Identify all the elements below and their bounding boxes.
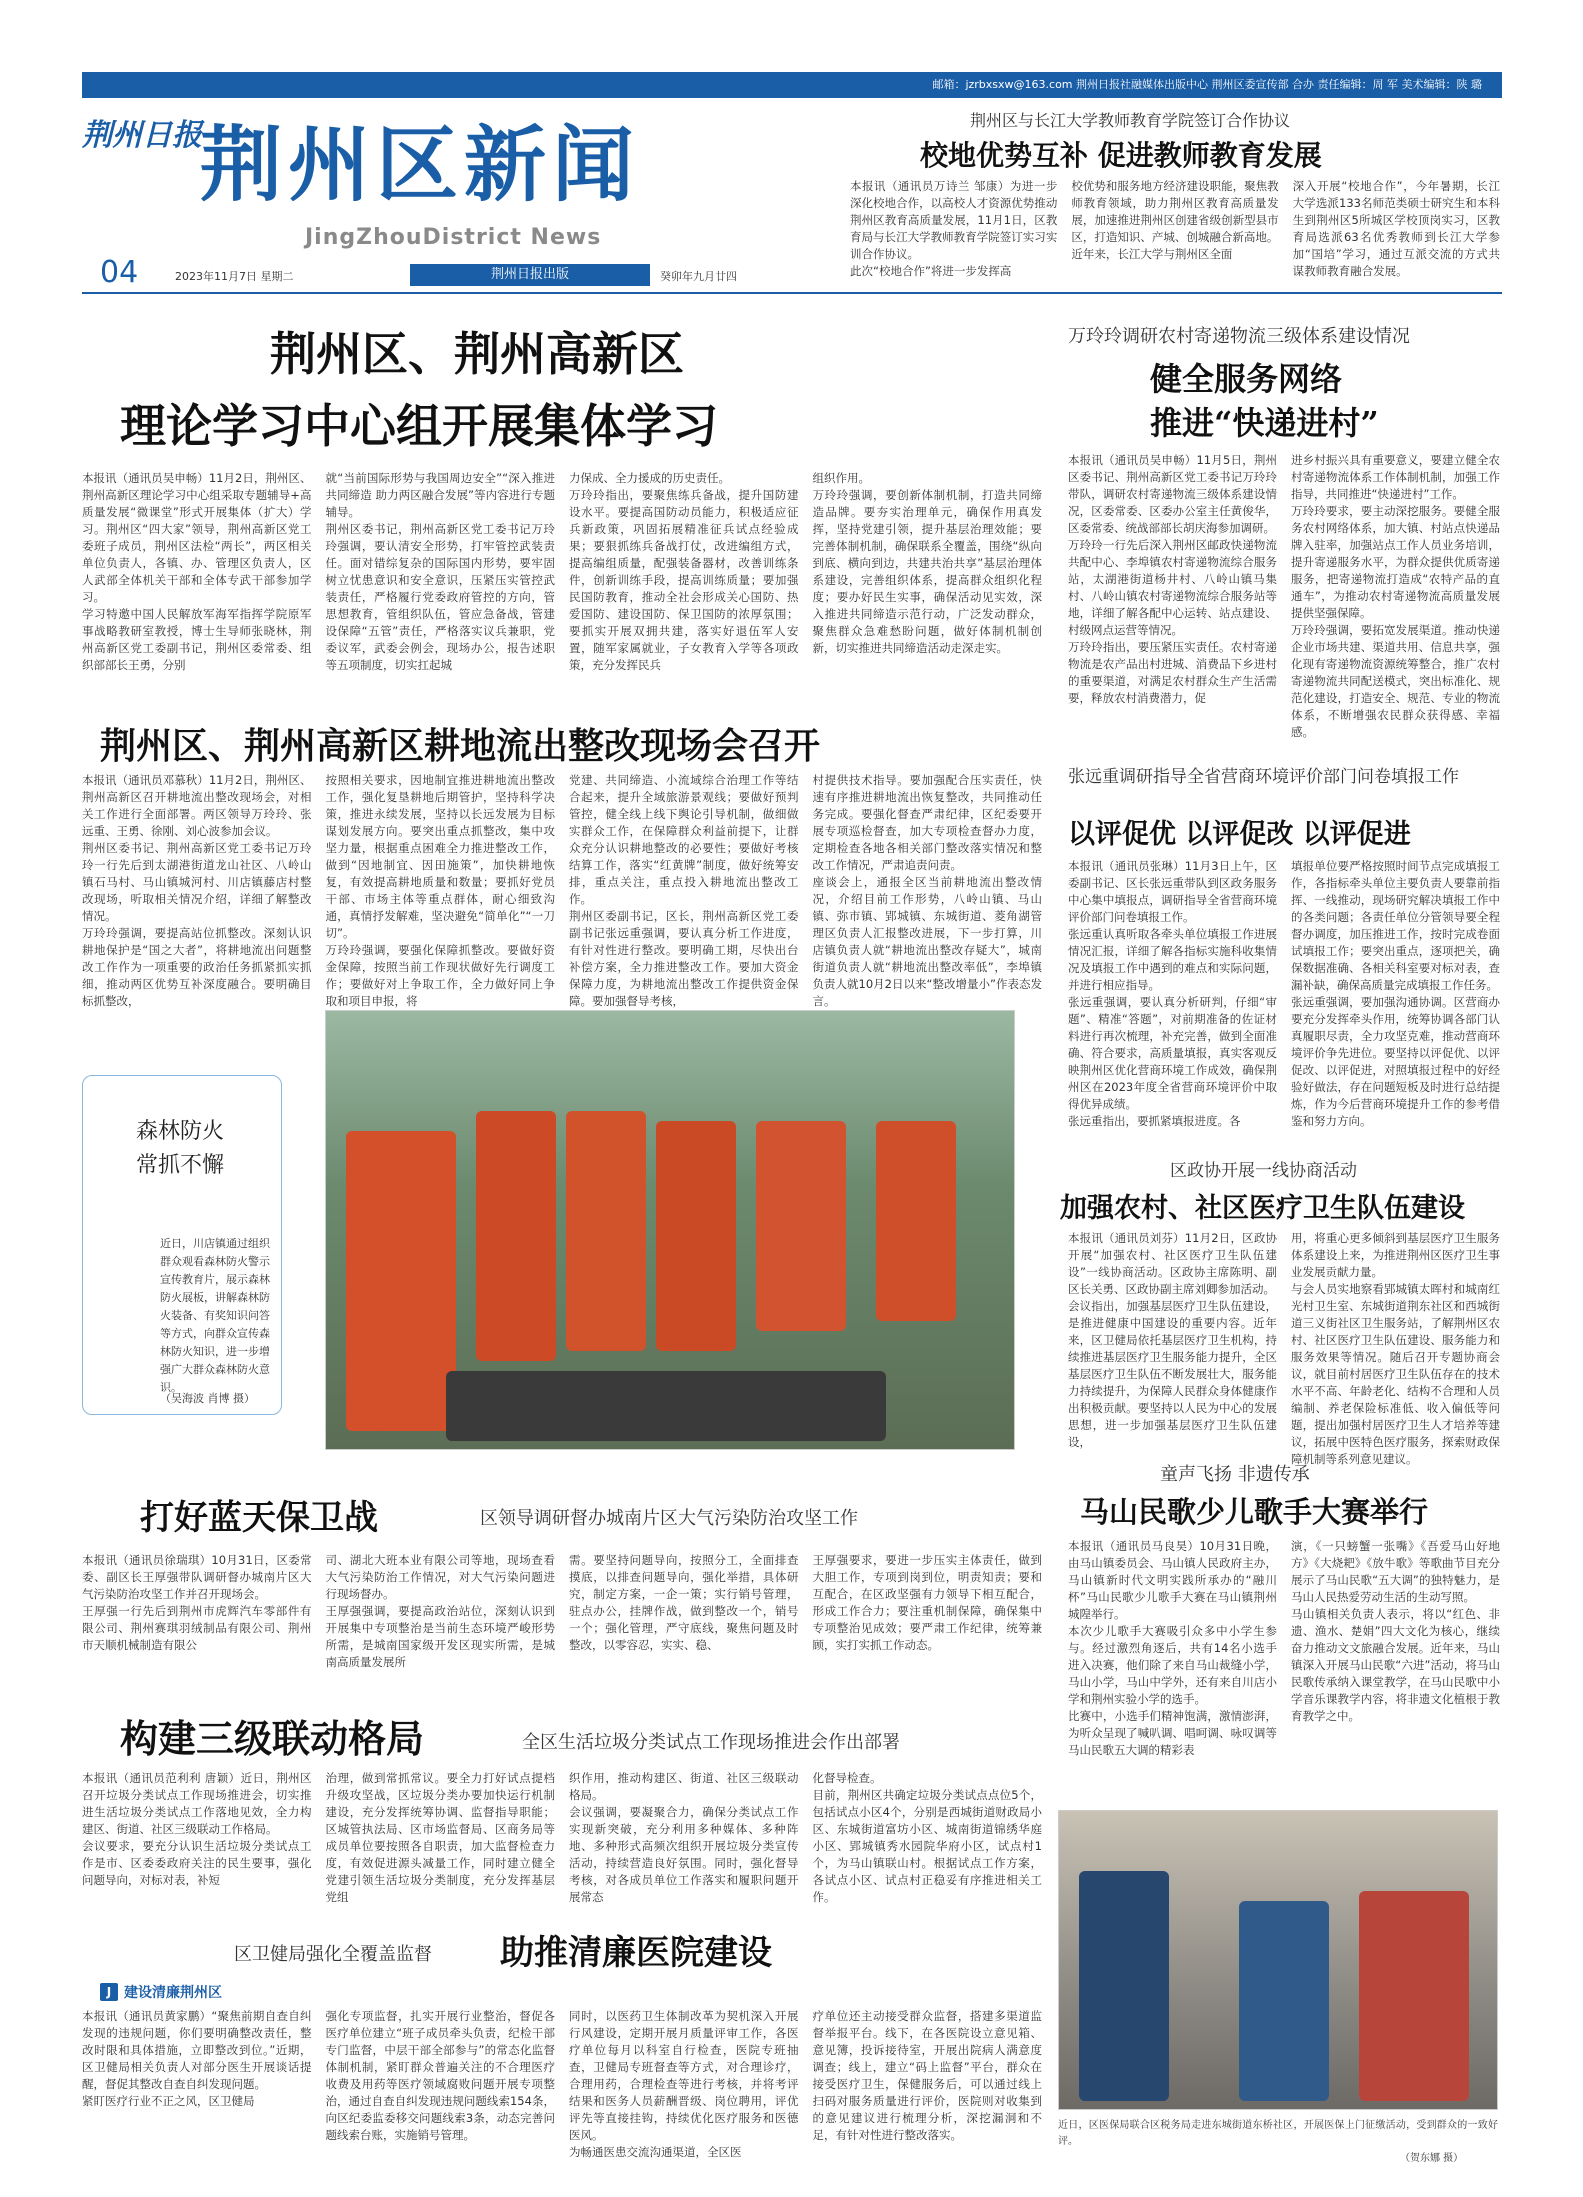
study-headline-1: 荆州区、荆州高新区 bbox=[270, 327, 684, 381]
songs-kicker: 童声飞扬 非遗传承 bbox=[1160, 1464, 1310, 1485]
header-rule bbox=[82, 292, 1502, 294]
forest-caption: 近日，川店镇通过组织群众观看森林防火警示宣传教育片，展示森林防火展板，讲解森林防火装备、有奖知识问答等方式，向群众宣传森林防火知识，进一步增强广大群众森林防火意识。 bbox=[160, 1237, 270, 1394]
edu-col1: 本报讯（通讯员万诗兰 邹康）为进一步深化校地合作，以高校人才资源优势推动荆州区教育高质量发展，11月1日，区教育局与长江大学教师教育学院签订实习实训合作协议。 bbox=[850, 179, 1058, 261]
hospital-columns bbox=[82, 2008, 1042, 2161]
express-kicker: 万玲玲调研农村寄递物流三级体系建设情况 bbox=[1068, 326, 1410, 347]
top-info-bar: 邮箱：jzrbxsxw@163.com 荆州日报社融媒体出版中心 荆州区委宣传部 合办 责任编辑：周 军 美术编辑：陕 璐 bbox=[82, 72, 1502, 98]
firefighter-3 bbox=[566, 1111, 646, 1351]
clinic-columns bbox=[1068, 1230, 1500, 1468]
clinic-col2: 用，将重心更多倾斜到基层医疗卫生服务体系建设上来，为推进荆州区医疗卫生事业发展贡献力量。 与会人员实地察看郢城镇太晖村和城南红光村卫生室、东城街道荆东社区和西城街道三义街社区卫生服务站，了解荆州区农村、社区医疗卫生队伍建设、服务能力和服务效果等情况。随后召开专题协商会议，就目前村居医疗卫生队伍存在的技术水平不高、年龄老化、结构不合理和人员编制、养老保险标准低、收入偏低等问题，提出加强村居医疗卫生人才培养等建议，拓展中医特色医疗服务，探索财政保障机制等系列意见建议。 bbox=[1291, 1231, 1500, 1466]
waste-col2: 治理，做到常抓常议。要全力打好试点提档升级攻坚战，区垃圾分类办要加快运行机制建设，充分发挥统筹协调、监督指导职能；区城管执法局、区市场监督局、区商务局等成员单位要按照各自职责，加大监督检查力度，有效促进源头减量工作，同时建立健全党建引领生活垃圾分类制度，充分发挥基层党组 bbox=[325, 1771, 555, 1904]
firefighter-2 bbox=[476, 1111, 556, 1361]
business-headline: 以评促优 以评促改 以评促进 bbox=[1068, 819, 1411, 850]
songs-col1: 本报讯（通讯员马良昊）10月31日晚，由马山镇委员会、马山镇人民政府主办，马山镇新时代文明实践所承办的“融川杯”马山民歌少儿歌手大赛在马山镇荆州城隍举行。 本次少儿歌手大赛吸引众多中小学生参与。经过激烈角逐后，共有14名小选手进入决赛，他们除了来自马山裁缝小学，马山小学，马山中学外，还有来自川店小学和荆州实验小学的选手。 比赛中，小选手们精神饱满，激情澎湃，为听众呈现了喊叭调、唱呵调、咏叹调等马山民歌五大调的精彩表 bbox=[1068, 1539, 1277, 1757]
hospital-col3: 同时，以医药卫生体制改革为契机深入开展行风建设，定期开展月质量评审工作，各医疗单位每月以科室自行检查，医院专班抽查，卫健局专班督查等方式，对合理诊疗，合理用药，合理检查等进行考核，并将考评结果和医务人员薪酬晋级、岗位聘用，评优评先等直接挂钩，持续优化医疗服务和医德医风。 为畅通医患交流沟通渠道，全区医 bbox=[569, 2009, 799, 2159]
firefighter-1 bbox=[346, 1131, 456, 1431]
insurance-photo bbox=[1058, 1810, 1498, 2110]
farmland-columns bbox=[82, 772, 1042, 1010]
hospital-col4: 疗单位还主动接受群众监督，搭建多渠道监督举报平台。线下，在各医院设立意见箱、意见簿，投诉接待室，开展出院病人满意度调查；线上，建立“码上监督”平台，群众在接受医疗卫生，保健服务后，可以通过线上扫码对服务质量进行评价，医院则对收集到的意见建议进行梳理分析，深挖漏洞和不足，有针对性进行整改落实。 bbox=[812, 2009, 1042, 2142]
sky-headline: 打好蓝天保卫战 bbox=[140, 1498, 378, 1538]
badge-label: 建设清廉荆州区 bbox=[124, 1985, 222, 2001]
volunteer bbox=[1239, 1901, 1329, 2101]
business-kicker: 张远重调研指导全省营商环境评价部门问卷填报工作 bbox=[1068, 767, 1459, 787]
sky-col1: 本报讯（通讯员徐瑞琪）10月31日，区委常委、副区长王厚强带队调研督办城南片区大气污染防治攻坚工作并召开现场会。 王厚强一行先后到荆州市虎辉汽车零部件有限公司、荆州赛琪羽绒制品有限公司、荆州市天顺机械制造有限公 bbox=[82, 1553, 312, 1652]
business-col1: 本报讯（通讯员张琳）11月3日上午，区委副书记、区长张远重带队到区政务服务中心集中填报点，调研指导全省营商环境评价部门问卷填报工作。 张远重认真听取各牵头单位填报工作进展情况汇报，详细了解各指标实施科收集情况及填报工作中遇到的难点和实际问题，并进行相应指导。 张远重强调，要认真分析研判，仔细“审题”、精准“答题”，对前期准备的佐证材料进行再次梳理，补充完善，做到全面准确、符合要求，高质量填报，真实客观反映荆州区优化营商环境工作成效，确保荆州区在2023年度全省营商环境评价中取得优异成绩。 张远重指出，要抓紧填报进度。各 bbox=[1068, 859, 1277, 1128]
equipment bbox=[446, 1371, 886, 1441]
edu-headline: 校地优势互补 促进教师教育发展 bbox=[920, 139, 1322, 172]
express-headline-1: 健全服务网络 bbox=[1150, 360, 1343, 398]
issue-date: 2023年11月7日 星期二 bbox=[175, 270, 294, 283]
waste-columns bbox=[82, 1770, 1042, 1906]
publisher-band: 荆州日报出版 bbox=[410, 264, 650, 286]
sky-col4: 王厚强要求，要进一步压实主体责任，做到大胆工作，专项到岗到位，明责知责；要和互配合，在区政坚强有力领导下相互配合，形成工作合力；要注重机制保障，确保集中专项整治见成效；要严肃工作纪律，统筹兼顾，实打实抓工作动态。 bbox=[812, 1553, 1042, 1652]
clinic-kicker: 区政协开展一线协商活动 bbox=[1170, 1161, 1357, 1181]
insurance-credit: （贺东娜 摄） bbox=[1400, 2153, 1464, 2164]
sky-col3: 需。要坚持问题导向，按照分工，全面排查摸底，以排查问题导向，强化举措，具体研究，制定方案，一企一策；实行销号管理，驻点办公，挂牌作战，做到整改一个，销号一个；强化管理，严守底线，聚焦问题及时整改，以零容忍，实实、稳、 bbox=[569, 1553, 799, 1652]
masthead-title: 荆州区新闻 bbox=[200, 117, 641, 213]
waste-col1: 本报讯（通讯员范利利 唐颖）近日，荆州区召开垃圾分类试点工作现场推进会，切实推进生活垃圾分类试点工作落地见效，全力构建区、街道、社区三级联动工作格局。 会议要求，要充分认识生活垃圾分类试点工作是市、区委委政府关注的民生要事，强化问题导向，对标对表，补短 bbox=[82, 1771, 312, 1887]
express-col1: 本报讯（通讯员吴申畅）11月5日，荆州区委书记、荆州高新区党工委书记万玲玲带队，调研农村寄递物流三级体系建设情况，区委常委、区委办公室主任黄俊华，区委常委、统战部部长胡庆海参加调研。 万玲玲一行先后深入荆州区邮政快递物流共配中心、李埠镇农村寄递物流综合服务站，太湖港街道杨井村、八岭山镇马集村、八岭山镇农村寄递物流综合服务站等地，详细了解各配中心运转、站点建设、村级网点运营等情况。 万玲玲指出，要压紧压实责任。农村寄递物流是农产品出村进城、消费品下乡进村的重要渠道，对满足农村群众生产生活需要，释放农村消费潜力，促 bbox=[1068, 453, 1277, 705]
forest-credit: （吴海波 肖博 摄） bbox=[160, 1392, 255, 1405]
songs-col2: 演，《一只螃蟹一张嘴》《吾爱马山好地方》《大烧耙》《放牛歌》等歌曲节目充分展示了马山民歌“五大调”的独特魅力，是马山人民热爱劳动生活的生动写照。 马山镇相关负责人表示，将以“红色、非遗、渔水、楚娟”四大文化为核心，继续奋力推动文文旅融合发展。近年来，马山镇深入开展马山民歌“六进”活动，将马山民歌传承纳入课堂教学，在马山民歌中小学音乐课教学内容，将非遗文化植根于教育教学之中。 bbox=[1291, 1539, 1500, 1723]
hospital-badge bbox=[100, 1982, 222, 2002]
resident bbox=[1359, 1891, 1469, 2101]
hospital-col1: 本报讯（通讯员黄家鹏）“聚焦前期自查自纠发现的违规问题，你们要明确整改责任，整改时限和具体措施，立即整改到位。”近期，区卫健局相关负责人对部分医生开展谈话提醒，督促其整改自查自纠发现问题。 紧盯医疗行业不正之风，区卫健局 bbox=[82, 2009, 312, 2108]
songs-columns bbox=[1068, 1538, 1500, 1759]
express-col2: 进乡村振兴具有重要意义，要建立健全农村寄递物流体系工作体制机制，加强工作指导，共同推进“快递进村”工作。 万玲玲要求，要主动深挖服务。要健全服务农村网络体系，加大镇、村站点快递品牌入驻率，加强站点工作人员业务培训，提升寄递服务水平，为群众提供优质寄递服务，把寄递物流打造成“农特产品的直通车”，为推动农村寄递物流高质量发展提供坚强保障。 万玲玲强调，要拓宽发展渠道。推动快递企业市场共建、渠道共用、信息共享，强化现有寄递物流资源统筹整合，推广农村寄递物流共同配送模式，突出标准化、规范化建设，打造安全、规范、专业的物流体系，不断增强农民群众获得感、幸福感。 bbox=[1291, 453, 1500, 739]
business-col2: 填报单位要严格按照时间节点完成填报工作，各指标牵头单位主要负责人要靠前指挥、一线推动，现场研究解决填报工作中的各类问题；各责任单位分管领导要全程督办调度，加压推进工作，按时完成卷面试填报工作；要突出重点，逐项把关，确保数据准确、各相关科室要对标对表，查漏补缺，确保高质量完成填报工作任务。 张远重强调，要加强沟通协调。区营商办要充分发挥牵头作用，统筹协调各部门认真履职尽责，全力攻坚克难，推动营商环境评价争先进位。要坚持以评促优、以评促改、以评促进，对照填报过程中的好经验好做法，存在问题短板及时进行总结提炼，作为今后营商环境提升工作的参考借鉴和努力方向。 bbox=[1291, 859, 1500, 1128]
forest-title: 森林防火 常抓不懈 bbox=[135, 1119, 224, 1178]
sky-col2: 司、湖北大班本业有限公司等地，现场查看大气污染防治工作情况，对大气污染问题进行现场督办。 王厚强强调，要提高政治站位，深刻认识到开展集中专项整治是当前生态环境严峻形势所需，是城南国家级开发区现实所需，是城南高质量发展所 bbox=[325, 1553, 555, 1669]
study-col2: 就“当前国际形势与我国周边安全”“深入推进共同缔造 助力两区融合发展”等内容进行专题辅导。 荆州区委书记，荆州高新区党工委书记万玲玲强调，要认清安全形势，打牢管控武装责任。面对错综复杂的国际国内形势，要牢固树立忧患意识和安全意识，压紧压实管控武装责任，严格履行党委政府管控的方向，管思想教育，管组织队伍，管应急备战，管建设保障“五管”责任，严格落实议兵兼职，党委议军，武委会例会，现场办公，报告述职等五项制度，切实扛起城 bbox=[325, 471, 555, 672]
business-columns bbox=[1068, 858, 1500, 1130]
study-headline-2: 理论学习中心组开展集体学习 bbox=[120, 399, 718, 453]
edu-col2: 校优势和服务地方经济建设职能，聚焦教师教育领域，助力荆州区教育高质量发展，加速推进荆州区创建省级创新型县市区，打造知识、产城、创城融合新高地。 bbox=[1071, 179, 1279, 244]
police-officer bbox=[1079, 1871, 1169, 2101]
forest-photo bbox=[325, 1010, 1015, 1450]
newspaper-logo: 荆州日报 bbox=[82, 118, 202, 153]
express-columns bbox=[1068, 452, 1500, 741]
firefighter-4 bbox=[656, 1121, 736, 1351]
farmland-col2: 按照相关要求，因地制宜推进耕地流出整改工作，强化复垦耕地后期管护，坚持科学决策，推进永续发展，坚持以长远发展为目标谋划发展方向。要突出重点抓整改，集中攻坚力量，根据重点困难全力推进整改工作，做到“因地制宜、因田施策”，加快耕地恢复，有效提高耕地质量和数量；要抓好党员干部、市场主体等重点群体，耐心细致沟通，真情抒发解难，坚决避免“简单化”“一刀切”。 万玲玲强调，要强化保障抓整改。要做好资金保障，按照当前工作现状做好先行调度工作；要做好对上争取工作，全力做好同上争取和项目申报，将 bbox=[325, 773, 555, 1008]
study-col3: 力保成、全力援成的历史责任。 万玲玲指出，要聚焦练兵备战，提升国防建设水平。要提高国防动员能力，积极适应征兵新政策，巩固拓展精准征兵试点经验成果；要狠抓练兵备战打仗，改进编组方式，提高编组质量，配强装备器材，改善训练条件，创新训练手段，提高训练质量；要加强民国防教育，推动全社会形成关心国防、热爱国防、建设国防、保卫国防的浓厚氛围；要抓实开展双拥共建，落实好退伍军人安置，随军家属就业，子女教育入学等各项政策，充分发挥民兵 bbox=[569, 471, 799, 672]
insurance-caption: 近日，区医保局联合区税务局走进东城街道东桥社区，开展医保上门征缴活动，受到群众的一致好评。 bbox=[1058, 2120, 1498, 2147]
hospital-headline: 助推清廉医院建设 bbox=[500, 1933, 772, 1973]
clinic-col1: 本报讯（通讯员刘芬）11月2日，区政协开展“加强农村、社区医疗卫生队伍建设”一线协商活动。区政协主席陈明、副区长关勇、区政协副主席刘卿参加活动。 会议指出，加强基层医疗卫生队伍建设，是推进健康中国建设的重要内容。近年来，区卫健局依托基层医疗卫生机构，持续推进基层医疗卫生服务能力提升，全区基层医疗卫生队伍不断发展壮大，服务能力持续提升，为保障人民群众身体健康作出积极贡献。要坚持以人民为中心的发展思想，进一步加强基层医疗卫生队伍建设， bbox=[1068, 1231, 1277, 1449]
lunar-date: 癸卯年九月廿四 bbox=[660, 270, 737, 283]
edu-col2b: 近年来，长江大学与荆州区全面 bbox=[1071, 247, 1233, 261]
study-columns bbox=[82, 470, 1042, 674]
waste-kicker: 全区生活垃圾分类试点工作现场推进会作出部署 bbox=[522, 1732, 900, 1753]
study-col1: 本报讯（通讯员吴申畅）11月2日，荆州区、荆州高新区理论学习中心组采取专题辅导+高质量发展“微课堂”形式开展集体（扩大）学习。荆州区“四大家”领导，荆州高新区党工委班子成员，荆州区法检“两长”，两区相关单位负责人，各镇、办、管理区负责人，区人武部全体机关干部和全体专武干部参加学习。 学习特邀中国人民解放军海军指挥学院原军事战略教研室教授，博士生导师张晓林，荆州高新区党工委副书记，荆州区委常委、组织部部长王勇，分别 bbox=[82, 471, 312, 672]
waste-col3: 织作用，推动构建区、街道、社区三级联动格局。 会议强调，要凝聚合力，确保分类试点工作实现新突破，充分利用多种媒体、多种阵地、多种形式高频次组织开展垃圾分类宣传活动，持续营造良好氛围。同时，强化督导考核，对各成员单位工作落实和履职问题开展常态 bbox=[569, 1771, 799, 1904]
masthead-english: JingZhouDistrict News bbox=[305, 225, 602, 250]
firefighter-5 bbox=[756, 1121, 846, 1331]
farmland-col4: 村提供技术指导。要加强配合压实责任，快速有序推进耕地流出恢复整改，共同推动任务完成。要强化督查严肃纪律，区纪委要开展专项巡检督查，加大专项检查督办力度，定期检查各地各相关部门整改落实情况和整改工作情况，严肃追责问责。 座谈会上，通报全区当前耕地流出整改情况，介绍目前工作形势，八岭山镇、马山镇、弥市镇、郢城镇、东城街道、菱角湖管理区负责人汇报整改进展，下一步打算，川店镇负责人就“耕地流出整改存疑大”，城南街道负责人就“耕地流出整改率低”，李埠镇负责人就10月2日以来“整改增量小”作表态发言。 bbox=[812, 773, 1042, 1008]
farmland-headline: 荆州区、荆州高新区耕地流出整改现场会召开 bbox=[100, 725, 821, 767]
edu-col3: 深入开展“校地合作”，今年暑期，长江大学选派133名师范类硕士研究生和本科生到荆州区5所城区学校顶岗实习，区教育局选派63名优秀教师到长江大学参加“国培”学习，通过互派交流的方式共谋教师教育融合发展。 bbox=[1292, 179, 1500, 278]
waste-headline: 构建三级联动格局 bbox=[120, 1716, 425, 1761]
edu-kicker: 荆州区与长江大学教师教育学院签订合作协议 bbox=[970, 111, 1291, 130]
badge-icon: J bbox=[100, 1983, 118, 2001]
farmland-col1: 本报讯（通讯员邓慕秋）11月2日，荆州区、荆州高新区召开耕地流出整改现场会，对相关工作进行全面部署。两区领导万玲玲、张远重、王勇、徐刚、刘心波参加会议。 荆州区委书记、荆州高新区党工委书记万玲玲一行先后到太湖港街道龙山社区、八岭山镇石马村、马山镇城河村、川店镇藤店村整改现场，听取相关情况介绍，详细了解整改情况。 万玲玲强调，要提高站位抓整改。深刻认识耕地保护是“国之大者”，将耕地流出问题整改工作作为一项重要的政治任务抓紧抓实抓细，推动两区优势互补深度融合。要明确目标抓整改， bbox=[82, 773, 312, 1008]
express-headline-2: 推进“快递进村” bbox=[1150, 404, 1379, 442]
study-col4: 组织作用。 万玲玲强调，要创新体制机制，打造共同缔造品牌。要夯实治理单元，确保作用真发挥，坚持党建引领，提升基层治理效能；要完善体制机制，确保联系全覆盖，围绕“纵向到底、横向到边，共建共治共享”基层治理体系建设，完善组织体系，提高群众组织化程度；要办好民生实事，确保活动见实效，深入推进共同缔造示范行动，广泛发动群众，聚焦群众急难愁盼问题，做好体制机制创新，切实推进共同缔造活动走深走实。 bbox=[812, 471, 1042, 655]
farmland-col3: 党建、共同缔造、小流域综合治理工作等结合起来，提升全域旅游景观线；要做好预判管控，健全线上线下舆论引导机制，做细做实群众工作，在保障群众利益前提下，让群众充分认识耕地整改的必要性；要做好考核结算工作，落实“红黄牌”制度，做好统筹安排，重点关注，重点投入耕地流出整改工作。 荆州区委副书记，区长，荆州高新区党工委副书记张远重强调，要认真分析工作进度，有针对性进行整改。要明确工期，尽快出台补偿方案，全力推进整改工作。要加大资金保障力度，为耕地流出整改工作提供资金保障。要加强督导考核， bbox=[569, 773, 799, 1008]
edu-columns bbox=[850, 178, 1500, 280]
firefighter-6 bbox=[876, 1121, 956, 1321]
edu-col1b: 此次“校地合作”将进一步发挥高 bbox=[850, 264, 1012, 278]
page-number: 04 bbox=[100, 255, 139, 290]
clinic-headline: 加强农村、社区医疗卫生队伍建设 bbox=[1060, 1193, 1465, 1224]
waste-col4: 化督导检查。 目前，荆州区共确定垃圾分类试点点位5个，包括试点小区4个，分别是西城街道财政局小区、东城街道富坊小区、城南街道锦绣华庭小区、郢城镇秀水园院华府小区，试点村1个，为马山镇联山村。根据试点工作方案，各试点小区、试点村正稳妥有序推进相关工作。 bbox=[812, 1771, 1042, 1904]
hospital-col2: 强化专项监督，扎实开展行业整治，督促各医疗单位建立“班子成员牵头负责，纪检干部专门监督，中层干部全部参与”的常态化监督体制机制，紧盯群众普遍关注的不合理医疗收费及用药等医疗领域腐败问题开展专项整治，通过自查自纠发现违规问题线索154条，向区纪委监委移交问题线索3条，动态完善问题线索台账，实施销号管理。 bbox=[325, 2009, 555, 2142]
hospital-kicker: 区卫健局强化全覆盖监督 bbox=[234, 1944, 432, 1965]
sky-columns bbox=[82, 1552, 1042, 1671]
sky-kicker: 区领导调研督办城南片区大气污染防治攻坚工作 bbox=[480, 1508, 858, 1529]
songs-headline: 马山民歌少儿歌手大赛举行 bbox=[1080, 1495, 1429, 1529]
